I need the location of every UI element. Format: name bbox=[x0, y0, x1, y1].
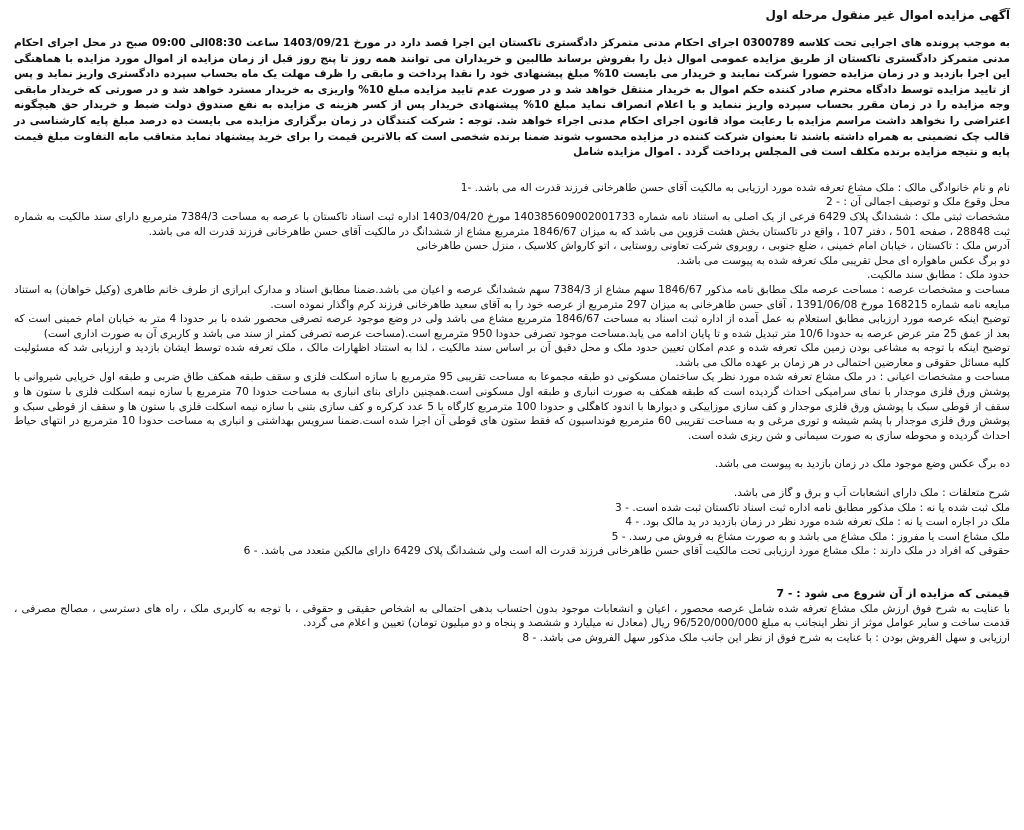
boundaries-paragraph: حدود ملک : مطابق سند مالکیت. bbox=[867, 269, 1010, 282]
land-explanation-paragraph: توضیح اینکه عرصه مورد ارزیابی مطابق استعلام به عمل آمده از اداره ثبت اسناد به مساحت 1846/67 مترمربع مشاع می باشد ولی در وضع موجود عرصه تصرفی محصور شده با بر حدودا 4 متر به خیابان امام خمینی است که بعد از عمق 25 متر عرض عرصه به حدودا 10/6 متر تبدیل شده و تا پایان ادامه می یابد.مساحت موجود تصرفی حدودا 950 مترمربع است.(مساحت عرصه تصرفی کمتر از سند می باشد و کاربری آن به صورت اداری است) bbox=[14, 313, 1011, 340]
list-item-utilities: شرح متعلقات : ملک دارای انشعابات آب و برق و گاز می باشد. bbox=[733, 487, 1010, 500]
list-item-rights: حقوقی که افراد در ملک دارند : ملک مشاع مورد ارزیابی تحت مالکیت آقای حسن طاهرخانی فرزند قدرت اله است ولی ششدانگ پلاک 6429 دارای مالکین متعدد می باشد. - 6 bbox=[243, 545, 1010, 558]
list-item-shared: ملک مشاع است یا مفروز : ملک مشاع می باشد و به صورت مشاع به فروش می رسد. - 5 bbox=[611, 530, 1010, 543]
list-item-registration: ملک ثبت شده یا نه : ملک مذکور مطابق نامه اداره ثبت اسناد تاکستان ثبت شده است. - 3 bbox=[615, 501, 1010, 514]
photo-note: ده برگ عکس وضع موجود ملک در زمان بازدید به پیوست می باشد. bbox=[714, 458, 1010, 471]
property-description bbox=[14, 181, 1010, 646]
building-paragraph: مساحت و مشخصات اعیانی : در ملک مشاع تعرفه شده مورد نظر یک ساختمان مسکونی دو طبقه مجموعا به مساحت تقریبی 95 مترمربع با سازه اسکلت فلزی و سقف طبقه همکف طاق ضربی و طبقه اول خرپایی شیروانی با پوشش ورق فلزی موجدار با نمای سرامیکی احداث گردیده است که طبقه همکف به صورت انباری و طبقه اول مسکونی است.همچنین دارای بنای انباری به مساحت حدودا 70 مترمربع با سازه نیمه اسکلت فلزی با ستون ها و سقف از قوطی سبک با پوشش ورق فلزی موجدار و کف سازی موزاییکی و دیوارها با اندود کاهگلی و حدودا 100 مترمربع کارگاه با 5 عدد کرکره و کف سازی بتنی با سازه نیمه اسکلت فلزی با ستون ها و سقف از قوطی سبک و پوشش ورق فلزی موجدار با پشم شیشه و توری مرغی و به مساحت تقریبی 60 مترمربع فونداسیون که فقط ستون های قوطی آن اجرا شده است.ضمنا سرویس بهداشتی و انباری به مساحت حدودا 10 مترمربع در انتهای حیاط احداث گردیده و محوطه سازی به صورت سیمانی و شن ریزی شده است. bbox=[14, 371, 1011, 442]
address-paragraph: آدرس ملک : تاکستان ، خیابان امام خمینی ، ضلع جنوبی ، روبروی شرکت تعاونی روستایی ، اتو کارواش کلاسیک ، منزل حسن طاهرخانی bbox=[416, 240, 1010, 253]
saleability-item: ارزیابی و سهل الفروش بودن : با عنایت به شرح فوق از نظر این جانب ملک مذکور سهل الفروش می باشد. - 8 bbox=[522, 631, 1010, 644]
notice-intro: به موجب پرونده های اجرایی تحت کلاسه 0300789 اجرای احکام مدنی متمرکز دادگستری تاکستان این اجرا قصد دارد در مورخ 1403/09/21 ساعت 08:30الی 09:00 صبح در محل اجرای احکام مدنی متمرکز دادگستری تاکستان از طریق مزایده عمومی اموال ذیل را بفروش برساند طالبین و خریداران می توانند همه روز تا پنج روز قبل از زمان مزایده از اموال مورد مزایده با هماهنگی این اجرا بازدید و در زمان مزایده حضورا شرکت نمایند و خریدار می بایست 10% مبلغ پیشنهادی خود را نقدا پرداخت و مابقی را ظرف مهلت یک ماه بحساب سپرده دادگستری واریز نماید و پس از تایید مزایده توسط دادگاه محترم صادر کننده حکم اموال به خریدار منتقل خواهد شد و در صورت عدم تایید مزایده مبلغ 10% واریزی به خریدار مسترد خواهد شد و در صورتی که خریدار مابقی وجه مزایده را در زمان مقرر بحساب سپرده واریز ننماید و یا اعلام انصراف نماید مبلغ 10% پیشنهادی خریدار پس از کسر هزینه ی مزایده به نفع صندوق دولت ضبط و خریدار حق هیچگونه اعتراضی را نخواهد داشت مراسم مزایده با رعایت مواد قانون اجرای احکام مدنی اجراء خواهد شد. توجه : شرکت کنندگان در زمان برگزاری مزایده می بایست ده درصد مبلغ پایه کارشناسی در قالب چک تضمینی به همراه داشته باشند تا بعنوان شرکت کننده در مزایده محسوب شوند ضمنا برنده شخصی است که بالاترین قیمت را برای خرید پیشنهاد نماید متعاقب مابه التفاوت مبلغ قیمت پایه و نتیجه مزایده برنده مکلف است فی المجلس پرداخت گردد . اموال مزایده شامل bbox=[14, 37, 1010, 159]
starting-price-heading: قیمتی که مزایده از آن شروع می شود : - 7 bbox=[776, 587, 1010, 600]
notice-title: آگهی مزایده اموال غیر منقول مرحله اول bbox=[765, 8, 1010, 22]
shared-ownership-paragraph: توضیح اینکه با توجه به مشاعی بودن زمین ملک تعرفه شده و عدم امکان تعیین حدود ملک و محل دقیق آن بر اساس سند مالکیت ، لذا به استناد اظهارات مالک ، ملک تعرفه شده توسط ایشان بازدید و ارزیابی شد که مسئولیت کلیه مسائل حقوقی و معارضین احتمالی در هر زمان بر عهده مالک می باشد. bbox=[14, 342, 1010, 369]
registration-paragraph: مشخصات ثبتی ملک : ششدانگ پلاک 6429 فرعی از یک اصلی به استناد نامه شماره 140385609002001733 مورخ 1403/04/20 اداره ثبت اسناد تاکستان با عرصه به مساحت 7384/3 مترمربع دارای سند مالکیت به شماره ثبت 28848 ، صفحه 501 ، دفتر 107 ، واقع در تاکستان بخش هشت قزوین می باشد که به میزان 1846/67 مترمربع مشاع از ششدانگ در مالکیت آقای حسن طاهرخانی فرزند قدرت اله می باشد. bbox=[14, 210, 1010, 238]
starting-price-text: با عنایت به شرح فوق ارزش ملک مشاع تعرفه شده شامل عرصه محصور ، اعیان و انشعابات موجود بدون احتساب بدهی احتمالی به اشخاص حقیقی و حقوقی ، با توجه به کاربری ملک ، راه های دسترسی ، مصالح مصرفی ، قدمت ساخت و سایر عوامل موثر از نظر اینجانب به مبلغ 96/520/000/000 ریال (معادل نه میلیارد و ششصد و پنجاه و دو میلیون تومان) تعیین و اعلام می گردد. bbox=[14, 602, 1010, 630]
owner-paragraph: نام و نام خانوادگی مالک : ملک مشاع تعرفه شده مورد ارزیابی به مالکیت آقای حسن طاهرخانی فرزند قدرت اله می باشد. -1 bbox=[460, 181, 1010, 194]
list-item-lease: ملک در اجاره است یا نه : ملک تعرفه شده مورد نظر در زمان بازدید در ید مالک بود. - 4 bbox=[625, 516, 1010, 529]
land-area-paragraph: مساحت و مشخصات عرصه : مساحت عرصه ملک مطابق نامه مذکور 1846/67 سهم مشاع از 7384/3 سهم ششدانگ عرصه و اعیان می باشد.ضمنا مطابق اسناد و مدارک ابرازی از طرف خانم طاهری (وکیل خواهان) به استناد مبایعه نامه شماره 168215 مورخ 1391/06/08 ، آقای حسن طاهرخانی به میزان 297 مترمربع از عرصه خود را به آقای سعید طاهرخانی فرزند کرم واگذار نموده است. bbox=[14, 283, 1010, 311]
location-heading: محل وقوع ملک و توصیف اجمالی آن : - 2 bbox=[826, 196, 1010, 209]
satellite-photo-note: دو برگ عکس ماهواره ای محل تقریبی ملک تعرفه شده به پیوست می باشد. bbox=[676, 254, 1010, 267]
